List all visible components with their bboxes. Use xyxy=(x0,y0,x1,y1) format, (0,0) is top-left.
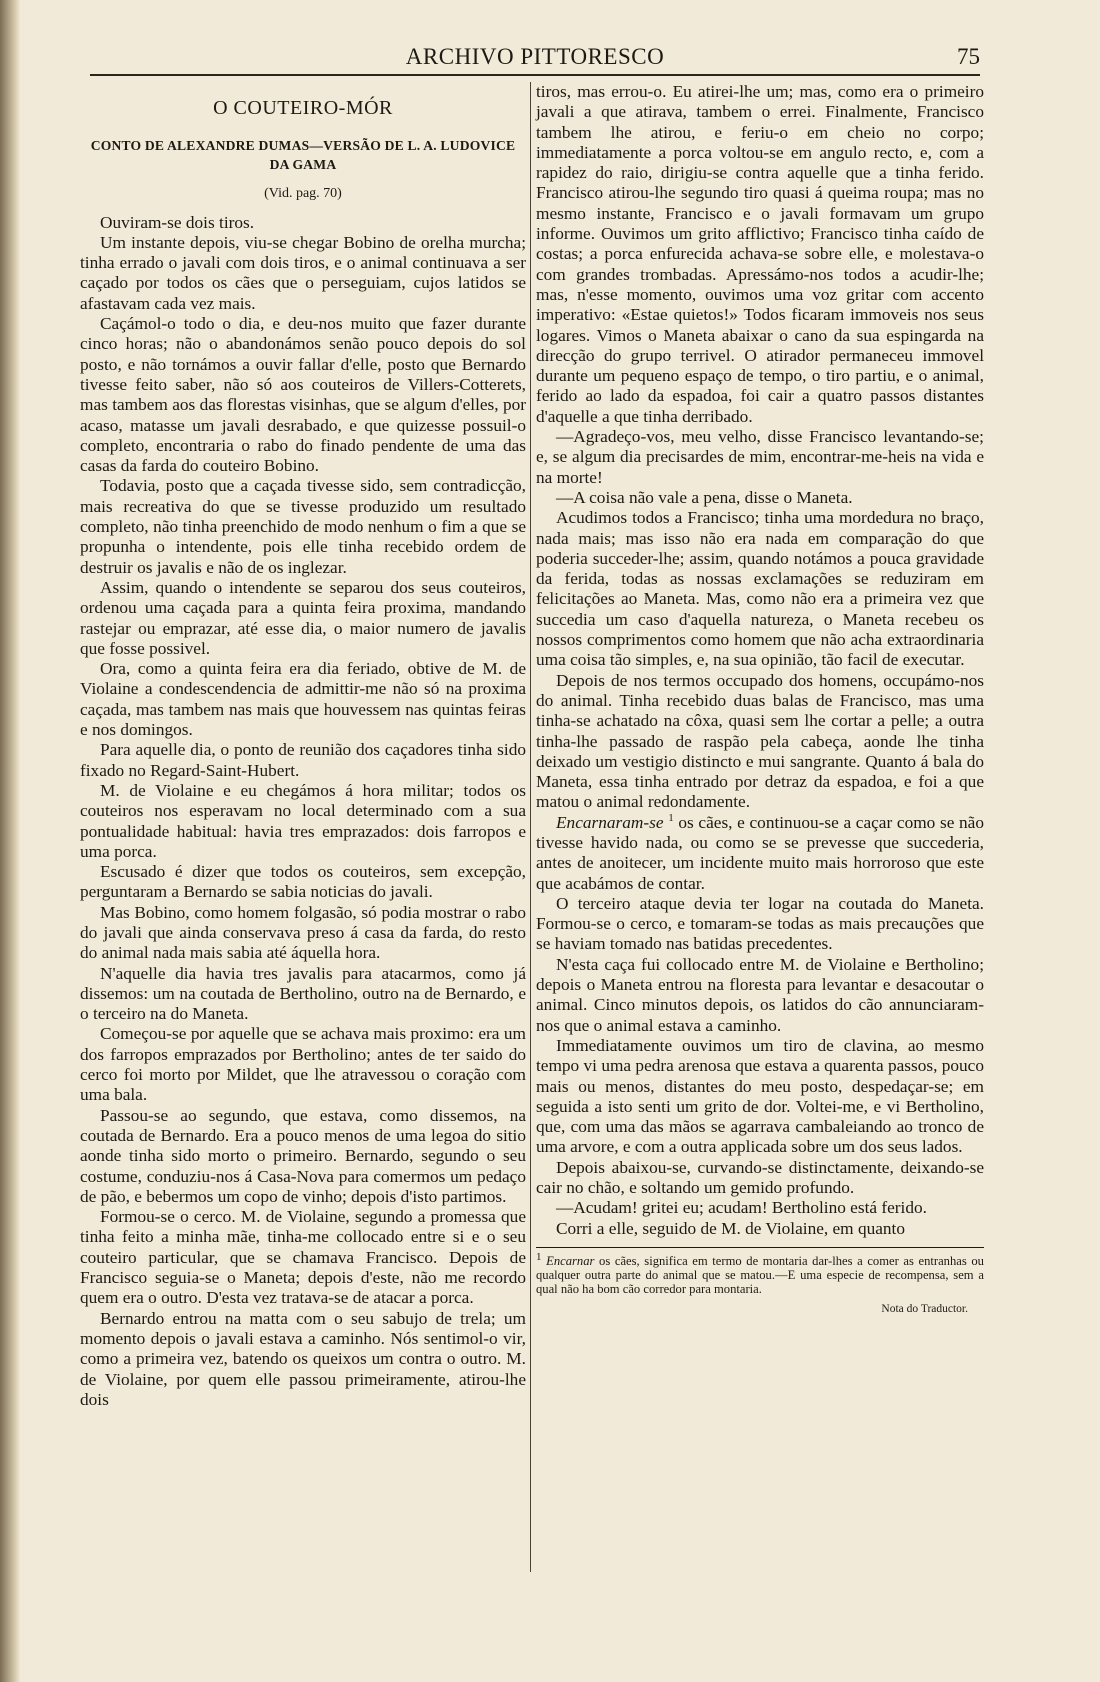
paragraph: —Acudam! gritei eu; acudam! Bertholino está ferido. xyxy=(556,1198,927,1218)
paragraph: Assim, quando o intendente se separou dos seus couteiros, ordenou uma caçada para a quinta feira proxima, mandando rastejar ou emprazar, até esse dia, o maior numero de javalis que fosse possivel. xyxy=(80,577,526,658)
byline-line-2: DA GAMA xyxy=(269,157,337,173)
page-binding-edge xyxy=(0,0,20,1682)
paragraph: N'aquelle dia havia tres javalis para atacarmos, como já dissemos: um na coutada de Bertholino, outro na de Bernardo, e o terceiro na do Maneta. xyxy=(80,963,526,1024)
paragraph: Caçámol-o todo o dia, e deu-nos muito que fazer durante cinco horas; não o abandonámos senão pouco depois do sol posto, e não tornámos a ouvir fallar d'elle, posto que Bernardo tivesse feito saber, não só aos couteiros de Villers-Cotterets, mas tambem aos das florestas visinhas, que se algum d'elles, por acaso, matasse um javali desrabado, e que quizesse possuil-o completo, encontraria o rabo do finado pendente de uma das casas da farda do couteiro Bobino. xyxy=(80,314,526,476)
byline-line-1: CONTO DE ALEXANDRE DUMAS—VERSÃO DE L. A. LUDOVICE xyxy=(90,138,516,154)
story-title: O COUTEIRO-MÓR xyxy=(213,97,393,119)
left-column xyxy=(80,82,526,1410)
paragraph: —Agradeço-vos, meu velho, disse Francisco levantando-se; e, se algum dia precisardes de mim, encontrar-me-heis na vida e na morte! xyxy=(536,427,984,487)
footnote xyxy=(536,1250,984,1316)
footnote-separator xyxy=(536,1247,984,1248)
right-column-body xyxy=(536,82,984,1239)
paragraph: Acudimos todos a Francisco; tinha uma mordedura no braço, nada mais; mas isso não era nada em comparação do que poderia succeder-lhe; assim, quando notámos a pouca gravidade da ferida, todas as nossas exclamações se reduziram em felicitações ao Maneta. Mas, como não era a primeira vez que succedia um caso d'aquella natureza, o Maneta recebeu os nossos comprimentos como homem que não acha extraordinaria uma coisa tão simples, e, na sua opinião, tão facil de executar. xyxy=(536,508,984,670)
paragraph: M. de Violaine e eu chegámos á hora militar; todos os couteiros nos esperavam no local determinado com a sua pontualidade habitual: havia tres emprazados: dois farropos e uma porca. xyxy=(80,780,526,861)
paragraph: Immediatamente ouvimos um tiro de clavina, ao mesmo tempo vi uma pedra arenosa que estava a quarenta passos, pouco mais ou menos, distantes do meu posto, despedaçar-se; em seguida a isto senti um grito de dor. Voltei-me, e vi Bertholino, que, com uma das mãos se agarrava cambaleiando ao tronco de uma arvore, e com a outra applicada sobre um dos seus lados. xyxy=(536,1035,984,1157)
paragraph: Um instante depois, viu-se chegar Bobino de orelha murcha; tinha errado o javali com dois tiros, e o animal continuava a ser caçado por todos os cães que o perseguiam, cujos latidos se afastavam cada vez mais. xyxy=(80,232,526,313)
paragraph: Depois abaixou-se, curvando-se distinctamente, deixando-se cair no chão, e soltando um gemido profundo. xyxy=(536,1157,984,1198)
paragraph: Ora, como a quinta feira era dia feriado, obtive de M. de Violaine a condescendencia de admittir-me não só na proxima caçada, mas tambem nas mais que houvessem nas quintas feiras e nos domingos. xyxy=(80,659,526,740)
footnote-signature: Nota do Traductor. xyxy=(881,1302,968,1315)
paragraph: Formou-se o cerco. M. de Violaine, segundo a promessa que tinha feito a minha mãe, tinha-me collocado entre si e o seu couteiro particular, que se chamava Francisco. Depois de Francisco seguia-se o Maneta; depois d'este, não me recordo quem era o outro. D'esta vez tratava-se de atacar a porca. xyxy=(80,1207,526,1308)
paragraph: Depois de nos termos occupado dos homens, occupámo-nos do animal. Tinha recebido duas balas de Francisco, mas uma tinha-se achatado na côxa, quasi sem lhe cortar a pelle; a outra tinha-lhe passado de raspão pela cabeça, aonde lhe tinha deixado um vestigio distincto e mui sangrante. Quanto á bala do Maneta, essa tinha entrado por detraz da espadoa, e foi a que matou o animal redondamente. xyxy=(536,670,984,812)
page-reference: (Vid. pag. 70) xyxy=(264,186,342,202)
paragraph xyxy=(536,813,984,894)
page-number: 75 xyxy=(957,44,980,69)
paragraph-text: os cães, e continuou-se a caçar como se não tivesse havido nada, ou como se se prevesse que succederia, antes de anoitecer, um incidente muito mais horroroso que este que acabámos de contar. xyxy=(536,812,984,893)
footnote-reference: 1 xyxy=(668,811,674,824)
paragraph: tiros, mas errou-o. Eu atirei-lhe um; mas, como era o primeiro javali a que atirava, tambem o errei. Finalmente, Francisco tambem lhe atirou, e feriu-o em cheio no corpo; immediatamente a porca voltou-se em angulo recto, e, com a rapidez do raio, dirigiu-se contra aquelle que a tinha ferido. Francisco atirou-lhe segundo tiro quasi á queima roupa; mas no mesmo instante, Francisco e o javali formavam um grupo informe. Ouvimos um grito afflictivo; Francisco tinha caído de costas; a porca enfurecida achava-se sobre elle, e molestava-o com grandes trombadas. Apressámo-nos todos a acudir-lhe; mas, n'esse momento, ouvimos uma voz gritar com accento imperativo: «Estae quietos!» Todos ficaram immoveis nos seus logares. Vimos o Maneta abaixar o cano da sua espingarda na direcção do grupo terrivel. O atirador permaneceu immovel durante um pequeno espaço de tempo, o tiro partiu, e o animal, ferido ao lado da espadoa, foi cair a quatro passos distantes d'aquelle a que tinha derribado. xyxy=(536,82,984,426)
right-column xyxy=(536,82,984,1316)
paragraph: Passou-se ao segundo, que estava, como dissemos, na coutada de Bernardo. Era a pouco menos de uma legoa do sitio aonde tinha sido morto o primeiro. Bernardo, segundo o seu costume, conduziu-nos á Casa-Nova para comermos um pedaço de pão, e bebermos um copo de vinho; depois d'isto partimos. xyxy=(80,1105,526,1206)
paragraph: Corri a elle, seguido de M. de Violaine, em quanto xyxy=(556,1218,905,1238)
italic-term: Encarnaram-se xyxy=(556,812,664,832)
footnote-mark: 1 xyxy=(536,1250,542,1263)
paragraph: Mas Bobino, como homem folgasão, só podia mostrar o rabo do javali que ainda conservava preso á casa da farda, do resto do animal nada mais sabia até áquella hora. xyxy=(80,902,526,963)
paragraph: Bernardo entrou na matta com o seu sabujo de trela; um momento depois o javali estava a caminho. Nós sentimol-o vir, como a primeira vez, batendo os queixos um contra o outro. M. de Violaine, por quem elle passou primeiramente, atirou-lhe dois xyxy=(80,1308,526,1409)
journal-title: ARCHIVO PITTORESCO xyxy=(405,44,665,69)
paragraph: —A coisa não vale a pena, disse o Maneta. xyxy=(556,487,853,507)
paragraph: O terceiro ataque devia ter logar na coutada do Maneta. Formou-se o cerco, e tomaram-se todas as mais precauções que se haviam tomado nas batidas precedentes. xyxy=(536,893,984,954)
byline xyxy=(80,136,526,174)
footnote-text: os cães, significa em termo de montaria dar-lhes a comer as entranhas ou qualquer outra parte do animal que se matou.—E uma especie de recompensa, sem a qual não ha bom cão corredor para montaria. xyxy=(536,1253,984,1296)
paragraph: Todavia, posto que a caçada tivesse sido, sem contradicção, mais recreativa do que se tivesse produzido um resultado completo, não tinha preenchido de modo nenhum o fim a que se propunha o intendente, pois elle tinha recebido ordem de destruir os javalis e não de os inglezar. xyxy=(80,476,526,577)
footnote-term: Encarnar xyxy=(546,1253,595,1268)
page-header xyxy=(90,44,980,76)
paragraph: Ouviram-se dois tiros. xyxy=(100,212,255,232)
paragraph: Para aquelle dia, o ponto de reunião dos caçadores tinha sido fixado no Regard-Saint-Hubert. xyxy=(80,740,526,780)
paragraph: Escusado é dizer que todos os couteiros, sem excepção, perguntaram a Bernardo se sabia noticias do javali. xyxy=(80,862,526,902)
paragraph: Começou-se por aquelle que se achava mais proximo: era um dos farropos emprazados por Bertholino; antes de ter saido do cerco foi morto por Mildet, que lhe atravessou o coração com uma bala. xyxy=(80,1024,526,1105)
paragraph: N'esta caça fui collocado entre M. de Violaine e Bertholino; depois o Maneta entrou na floresta para levantar e desacoutar o animal. Cinco minutos depois, os latidos do cão annunciaram-nos que o animal estava a caminho. xyxy=(536,954,984,1035)
column-divider xyxy=(530,82,531,1572)
left-column-body xyxy=(80,213,526,1411)
